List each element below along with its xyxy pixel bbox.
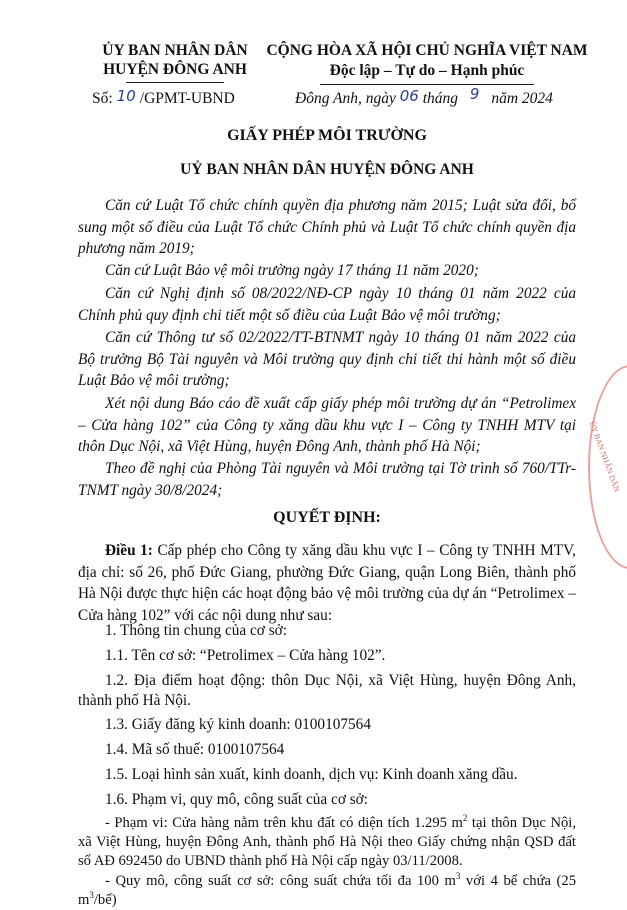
article-1 <box>78 540 576 626</box>
item-1: 1. Thông tin chung của cơ sở: <box>105 622 288 639</box>
article-1-text: Cấp phép cho Công ty xăng dầu khu vực I – Công ty TNHH MTV, địa chỉ: số 26, phố Đức Giang, phường Đức Giang, quận Long Biên, thành phố Hà Nội được thực hiện các hoạt động bảo vệ môi trường của dự án “Petrolimex – Cửa hàng 102” với các nội dung như sau: <box>78 542 576 624</box>
org-underline <box>126 82 224 83</box>
org-name-line2: HUYỆN ĐÔNG ANH <box>103 61 247 78</box>
preamble-clause-6: Theo đề nghị của Phòng Tài nguyên và Môi trường tại Tờ trình số 760/TTr-TNMT ngày 30/8/2024; <box>78 460 576 499</box>
scope-2 <box>78 872 576 910</box>
issue-date: Đông Anh, ngày 06 tháng 9 năm 2024 <box>295 85 553 107</box>
item-1-2: 1.2. Địa điểm hoạt động: thôn Dục Nội, xã Việt Hùng, huyện Đông Anh, thành phố Hà Nội. <box>78 672 576 709</box>
item-1-5: 1.5. Loại hình sản xuất, kinh doanh, dịch vụ: Kinh doanh xăng dầu. <box>105 766 518 783</box>
item-1-3: 1.3. Giấy đăng ký kinh doanh: 0100107564 <box>105 716 371 733</box>
national-title: CỘNG HÒA XÃ HỘI CHỦ NGHĨA VIỆT NAM <box>266 42 588 59</box>
preamble-clause-3: Căn cứ Nghị định số 08/2022/NĐ-CP ngày 10 tháng 01 năm 2022 của Chính phủ quy định chi tiết một số điều của Luật Bảo vệ môi trường; <box>78 285 576 324</box>
scope-2-text-mid: với 4 bể chứa (25 m <box>78 873 577 908</box>
issuing-authority: UỶ BAN NHÂN DÂN HUYỆN ĐÔNG ANH <box>180 161 474 178</box>
scope-2-text: - Quy mô, công suất cơ sở: công suất chứa tối đa 100 m <box>105 873 456 889</box>
scope-2-text-end: /bể) <box>93 892 117 908</box>
scope-2-sup-1: 3 <box>455 871 461 882</box>
item-1-4: 1.4. Mã số thuế: 0100107564 <box>105 741 285 758</box>
scope-2-sup-2: 3 <box>89 890 94 901</box>
stamp-text: ỦY BAN NHÂN DÂN <box>587 420 622 494</box>
preamble-clause-2: Căn cứ Luật Bảo vệ môi trường ngày 17 tháng 11 năm 2020; <box>105 262 479 279</box>
document-title: GIẤY PHÉP MÔI TRƯỜNG <box>227 127 427 144</box>
decision-heading: QUYẾT ĐỊNH: <box>273 509 381 526</box>
national-motto: Độc lập – Tự do – Hạnh phúc <box>329 62 525 79</box>
scope-1-sup: 2 <box>462 813 468 824</box>
item-1-1: 1.1. Tên cơ sở: “Petrolimex – Cửa hàng 102”. <box>105 647 386 664</box>
preamble-clause-5: Xét nội dung Báo cáo đề xuất cấp giấy phép môi trường dự án “Petrolimex – Cửa hàng 102” của Công ty xăng dầu khu vực I – Công ty TNHH MTV tại thôn Dục Nội, xã Việt Hùng, huyện Đông Anh, thành phố Hà Nội; <box>78 395 576 455</box>
preamble-clause-1: Căn cứ Luật Tổ chức chính quyền địa phương năm 2015; Luật sửa đổi, bổ sung một số điều của Luật Tổ chức Chính phủ và Luật Tổ chức chính quyền địa phương năm 2019; <box>78 197 576 257</box>
preamble-clause-4: Căn cứ Thông tư số 02/2022/TT-BTNMT ngày 10 tháng 01 năm 2022 của Bộ trưởng Bộ Tài nguyên và Môi trường quy định chi tiết thi hành một số điều Luật Bảo vệ môi trường; <box>78 329 576 389</box>
handwritten-day: 06 <box>399 87 419 105</box>
motto-underline <box>320 84 534 85</box>
item-1-6: 1.6. Phạm vi, quy mô, công suất của cơ sở: <box>105 791 369 808</box>
article-1-label: Điều 1: <box>105 542 153 559</box>
scope-1-text-end: tại thôn Dục Nội, xã Việt Hùng, huyện Đông Anh, thành phố Hà Nội theo Giấy chứng nhận QSD đất số AĐ 692450 do UBND thành phố Hà Nội cấp ngày 03/11/2008. <box>78 815 577 869</box>
handwritten-number: 10 <box>116 87 136 105</box>
document-number: Số: 10 /GPMT-UBND <box>92 87 235 107</box>
org-name-line1: ỦY BAN NHÂN DÂN <box>102 42 248 59</box>
handwritten-month: 9 <box>469 85 480 103</box>
scope-1 <box>78 814 576 871</box>
scope-1-text: - Phạm vi: Cửa hàng nằm trên khu đất có diện tích 1.295 m <box>105 815 463 831</box>
